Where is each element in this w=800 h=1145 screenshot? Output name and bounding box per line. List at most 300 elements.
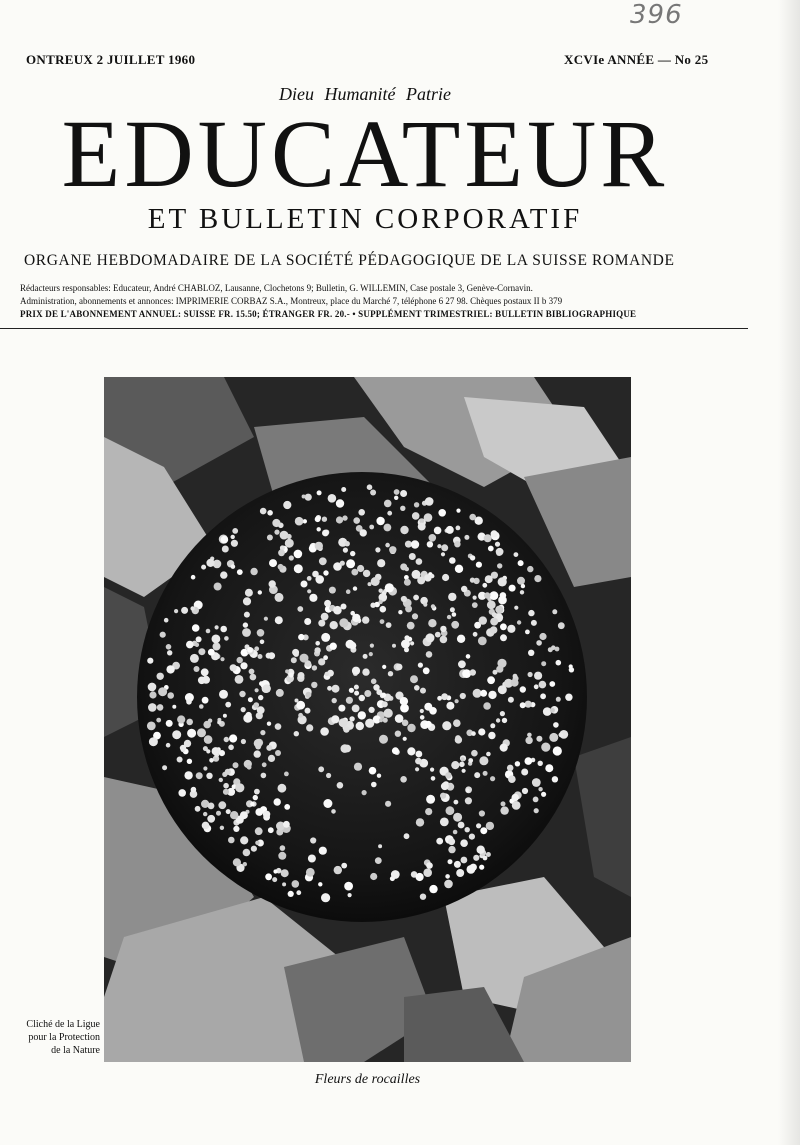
flower-dot — [166, 720, 173, 727]
flower-dot — [528, 672, 533, 677]
flower-dot — [420, 709, 424, 713]
flower-dot — [400, 506, 405, 511]
flower-dot — [322, 530, 329, 537]
flower-dot — [384, 500, 392, 508]
flower-dot — [398, 610, 402, 614]
flower-dot — [404, 833, 410, 839]
flower-dot — [285, 539, 294, 548]
flower-dot — [350, 551, 355, 556]
flower-dot — [296, 890, 301, 895]
flower-dot — [496, 548, 504, 556]
flower-dot — [507, 625, 515, 633]
flower-dot — [405, 605, 412, 612]
flower-dot — [430, 574, 434, 578]
flower-dot — [254, 789, 260, 795]
flower-dot — [549, 733, 558, 742]
flower-dot — [233, 826, 239, 832]
flower-dot — [302, 495, 306, 499]
flower-dot — [394, 496, 398, 500]
flower-dot — [528, 610, 534, 616]
flower-dot — [214, 583, 222, 591]
flower-dot — [281, 869, 289, 877]
flower-dot — [495, 606, 503, 614]
flower-dot — [341, 604, 347, 610]
flower-dot — [508, 697, 514, 703]
flower-dot — [184, 771, 192, 779]
flower-dot — [412, 613, 418, 619]
flower-dot — [258, 654, 263, 659]
flower-dot — [318, 766, 324, 772]
flower-dot — [441, 544, 448, 551]
flower-dot — [336, 516, 343, 523]
flower-dot — [448, 593, 456, 601]
flower-dot — [490, 591, 499, 600]
flower-dot — [243, 597, 251, 605]
flower-dot — [195, 806, 201, 812]
flower-dot — [203, 812, 207, 816]
flower-dot — [464, 535, 469, 540]
flower-dot — [538, 787, 542, 791]
flower-dot — [363, 570, 370, 577]
flower-dot — [371, 782, 377, 788]
flower-dot — [415, 758, 422, 765]
flower-dot — [272, 519, 280, 527]
flower-dot — [500, 806, 508, 814]
flower-dot — [253, 795, 258, 800]
flower-dot — [249, 669, 255, 675]
flower-dot — [298, 672, 305, 679]
flower-dot — [263, 811, 270, 818]
photo-credit — [6, 1018, 100, 1057]
flower-dot — [194, 666, 200, 672]
flower-dot — [394, 489, 400, 495]
flower-dot — [311, 682, 317, 688]
flower-dot — [525, 737, 532, 744]
flower-dot — [434, 527, 442, 535]
flower-dot — [445, 874, 450, 879]
flower-dot — [423, 868, 432, 877]
flower-dot — [382, 701, 388, 707]
flower-dot — [448, 846, 455, 853]
flower-dot — [231, 540, 238, 547]
flower-dot — [260, 730, 265, 735]
flower-dot — [385, 543, 390, 548]
flower-dot — [416, 873, 424, 881]
masthead-title: EDUCATEUR — [61, 100, 669, 207]
flower-dot — [339, 618, 348, 627]
flower-dot — [527, 733, 532, 738]
flower-dot — [378, 600, 382, 604]
flower-dot — [380, 619, 385, 624]
flower-dot — [348, 893, 352, 897]
flower-dot — [476, 562, 482, 568]
flower-dot — [237, 657, 243, 663]
flower-dot — [267, 510, 273, 516]
flower-dot — [477, 846, 485, 854]
flower-dot — [478, 728, 485, 735]
flower-dot — [224, 636, 229, 641]
flower-dot — [484, 534, 492, 542]
flower-dot — [482, 583, 487, 588]
flower-dot — [412, 570, 421, 579]
flower-dot — [539, 633, 546, 640]
flower-dot — [446, 702, 454, 710]
flower-dot — [247, 647, 253, 653]
flower-dot — [469, 514, 476, 521]
flower-dot — [294, 550, 303, 559]
flower-dot — [358, 509, 365, 516]
flower-dot — [346, 559, 355, 568]
flower-dot — [391, 870, 400, 879]
flower-dot — [162, 765, 167, 770]
flower-dot — [465, 788, 469, 792]
flower-dot — [317, 527, 321, 531]
flower-dot — [446, 526, 454, 534]
flower-dot — [233, 762, 239, 768]
flower-dot — [224, 737, 229, 742]
flower-dot — [383, 718, 388, 723]
flower-dot — [345, 541, 350, 546]
flower-dot — [558, 622, 565, 629]
flower-dot — [410, 675, 418, 683]
flower-dot — [424, 703, 432, 711]
flower-dot — [178, 789, 186, 797]
flower-dot — [240, 836, 248, 844]
flower-dot — [479, 810, 485, 816]
flower-dot — [365, 719, 374, 728]
flower-dot — [414, 685, 420, 691]
flower-dot — [157, 704, 164, 711]
flower-dot — [479, 616, 487, 624]
flower-dot — [197, 728, 206, 737]
flower-dot — [465, 797, 472, 804]
flower-dot — [156, 718, 161, 723]
flower-dot — [254, 646, 259, 651]
flower-dot — [512, 801, 521, 810]
flower-dot — [332, 698, 337, 703]
flower-dot — [485, 575, 493, 583]
flower-dot — [496, 718, 500, 722]
flower-dot — [285, 669, 289, 673]
flower-dot — [486, 822, 494, 830]
flower-dot — [331, 715, 339, 723]
flower-dot — [371, 679, 377, 685]
flower-dot — [456, 869, 464, 877]
flower-dot — [289, 555, 294, 560]
flower-dot — [360, 529, 367, 536]
flower-dot — [231, 535, 235, 539]
flower-dot — [354, 685, 359, 690]
flower-dot — [436, 838, 443, 845]
flower-dot — [533, 797, 539, 803]
flower-dot — [331, 809, 336, 814]
flower-dot — [431, 604, 435, 608]
flower-dot — [321, 633, 330, 642]
flower-dot — [369, 525, 374, 530]
flower-dot — [166, 743, 171, 748]
flower-dot — [315, 542, 323, 550]
flower-dot — [275, 750, 281, 756]
flower-dot — [541, 661, 546, 666]
flower-dot — [401, 596, 407, 602]
flower-dot — [254, 702, 260, 708]
flower-dot — [488, 691, 496, 699]
flower-dot — [255, 841, 259, 845]
flower-dot — [321, 613, 329, 621]
flower-dot — [269, 559, 277, 567]
flower-dot — [260, 640, 265, 645]
flower-dot — [208, 803, 215, 810]
flower-dot — [342, 515, 347, 520]
flower-dot — [501, 801, 506, 806]
flower-dot — [305, 692, 311, 698]
flower-dot — [490, 776, 495, 781]
flower-dot — [539, 681, 547, 689]
flower-dot — [412, 512, 420, 520]
flower-dot — [206, 559, 214, 567]
flower-dot — [445, 772, 452, 779]
flower-dot — [556, 697, 561, 702]
flower-dot — [314, 647, 320, 653]
flower-dot — [174, 609, 178, 613]
flower-dot — [237, 569, 243, 575]
flower-dot — [231, 564, 236, 569]
flower-dot — [250, 568, 257, 575]
flower-dot — [379, 589, 383, 593]
flower-dot — [420, 715, 425, 720]
flower-dot — [240, 662, 247, 669]
flower-dot — [467, 865, 476, 874]
flower-dot — [471, 750, 478, 757]
flower-dot — [451, 761, 459, 769]
flower-dot — [220, 571, 227, 578]
flower-dot — [206, 629, 211, 634]
flower-dot — [267, 535, 273, 541]
flower-dot — [459, 762, 465, 768]
flower-dot — [472, 602, 478, 608]
flower-dot — [196, 636, 202, 642]
flower-dot — [357, 565, 364, 572]
flower-dot — [147, 722, 156, 731]
flower-dot — [461, 757, 465, 761]
flower-dot — [223, 789, 229, 795]
flower-dot — [479, 865, 484, 870]
flower-dot — [420, 894, 426, 900]
flower-dot — [384, 524, 392, 532]
flower-dot — [284, 804, 290, 810]
flower-dot — [235, 675, 244, 684]
flower-dot — [298, 713, 303, 718]
flower-dot — [521, 769, 528, 776]
flower-dot — [228, 745, 234, 751]
flower-dot — [251, 846, 257, 852]
flower-dot — [541, 792, 546, 797]
flower-dot — [208, 719, 212, 723]
flower-dot — [308, 855, 316, 863]
flower-dot — [425, 721, 432, 728]
flower-dot — [353, 586, 357, 590]
flower-dot — [369, 707, 375, 713]
flower-dot — [380, 606, 387, 613]
flower-dot — [250, 674, 257, 681]
flower-dot — [414, 502, 419, 507]
flower-dot — [318, 620, 325, 627]
flower-dot — [453, 830, 458, 835]
flower-dot — [240, 811, 248, 819]
flower-dot — [362, 668, 369, 675]
flower-dot — [254, 739, 263, 748]
flower-dot — [515, 761, 520, 766]
flower-dot — [495, 542, 500, 547]
flower-dot — [305, 494, 312, 501]
flower-dot — [375, 857, 382, 864]
flower-dot — [201, 565, 206, 570]
flower-dot — [458, 822, 465, 829]
flower-dot — [172, 705, 176, 709]
flower-dot — [166, 644, 172, 650]
flower-dot — [450, 607, 455, 612]
flower-dot — [362, 616, 369, 623]
flower-dot — [276, 689, 284, 697]
flower-dot — [204, 735, 213, 744]
flower-dot — [206, 773, 212, 779]
flower-dot — [273, 869, 277, 873]
flower-dot — [147, 658, 153, 664]
flower-dot — [522, 788, 528, 794]
flower-dot — [158, 687, 167, 696]
flower-dot — [404, 579, 411, 586]
flower-dot — [349, 642, 357, 650]
flower-dot — [507, 765, 514, 772]
flower-dot — [395, 714, 404, 723]
flower-dot — [517, 577, 525, 585]
flower-dot — [371, 577, 380, 586]
flower-dot — [343, 548, 348, 553]
flower-dot — [486, 852, 491, 857]
flower-dot — [241, 707, 246, 712]
flower-dot — [275, 616, 283, 624]
flower-dot — [215, 625, 219, 629]
flower-dot — [255, 827, 263, 835]
flower-dot — [488, 546, 494, 552]
flower-dot — [212, 747, 220, 755]
flower-dot — [190, 606, 194, 610]
flower-dot — [480, 827, 487, 834]
flower-dot — [416, 558, 423, 565]
flower-dot — [306, 868, 315, 877]
flower-dot — [247, 765, 252, 770]
flower-dot — [351, 569, 358, 576]
flower-dot — [203, 766, 207, 770]
flower-dot — [377, 559, 385, 567]
flower-dot — [382, 665, 386, 669]
flower-dot — [284, 772, 289, 777]
flower-dot — [268, 755, 275, 762]
flower-dot — [258, 695, 263, 700]
flower-dot — [478, 637, 487, 646]
flower-dot — [400, 563, 407, 570]
flower-dot — [379, 718, 383, 722]
flower-dot — [219, 778, 223, 782]
flower-dot — [381, 693, 386, 698]
flower-dot — [457, 635, 465, 643]
page-edge-shadow — [778, 0, 800, 1145]
flower-dot — [538, 761, 543, 766]
flower-dot — [343, 726, 350, 733]
flower-dot — [283, 501, 291, 509]
flower-dot — [385, 583, 394, 592]
flower-dot — [527, 566, 533, 572]
flower-dot — [400, 776, 407, 783]
flower-dot — [213, 643, 221, 651]
flower-dot — [337, 782, 344, 789]
flower-dot — [307, 576, 312, 581]
flower-dot — [545, 764, 553, 772]
flower-dot — [328, 494, 337, 503]
flower-dot — [534, 684, 539, 689]
flower-dot — [319, 557, 327, 565]
flower-dot — [423, 603, 427, 607]
flower-dot — [226, 809, 231, 814]
flower-dot — [500, 623, 507, 630]
flower-dot — [435, 632, 441, 638]
administration-line: Administration, abonnements et annonces: IMPRIMERIE CORBAZ S.A., Montreux, place du Marché 7, téléphone 6 27 98. Chèques postaux II b 379 — [20, 296, 563, 306]
flower-dot — [488, 732, 495, 739]
flower-dot — [297, 606, 303, 612]
flower-dot — [216, 811, 221, 816]
flower-dot — [395, 731, 401, 737]
flower-dot — [304, 618, 311, 625]
year-issue: XCVIe ANNÉE — No 25 — [564, 52, 709, 67]
flower-dot — [442, 721, 451, 730]
flower-dot — [441, 782, 449, 790]
flower-dot — [312, 665, 317, 670]
flower-dot — [324, 600, 331, 607]
flower-dot — [359, 695, 365, 701]
flower-dot — [465, 827, 470, 832]
flower-dot — [352, 705, 360, 713]
flower-dot — [460, 693, 466, 699]
flower-dot — [333, 606, 342, 615]
flower-dot — [292, 649, 299, 656]
flower-dot — [480, 690, 487, 697]
flower-dot — [358, 711, 366, 719]
flower-dot — [380, 739, 385, 744]
flower-dot — [196, 772, 203, 779]
flower-dot — [275, 593, 284, 602]
flower-dot — [254, 750, 261, 757]
flower-dot — [255, 688, 259, 692]
flower-dot — [377, 774, 381, 778]
flower-dot — [220, 626, 227, 633]
flower-dot — [233, 858, 241, 866]
credit-line-1: Cliché de la Ligue — [26, 1019, 100, 1030]
flower-dot — [243, 849, 251, 857]
flower-dot — [431, 776, 436, 781]
flower-dot — [295, 517, 304, 526]
flower-dot — [498, 596, 507, 605]
flower-dot — [339, 718, 348, 727]
flower-dot — [244, 612, 250, 618]
flower-dot — [418, 523, 426, 531]
motto: Dieu Humanité Patrie — [279, 84, 451, 104]
flower-dot — [260, 508, 267, 515]
flower-dot — [367, 484, 373, 490]
flower-dot — [230, 811, 238, 819]
flower-dot — [208, 649, 215, 656]
flower-dot — [370, 490, 376, 496]
flower-dot — [266, 653, 272, 659]
